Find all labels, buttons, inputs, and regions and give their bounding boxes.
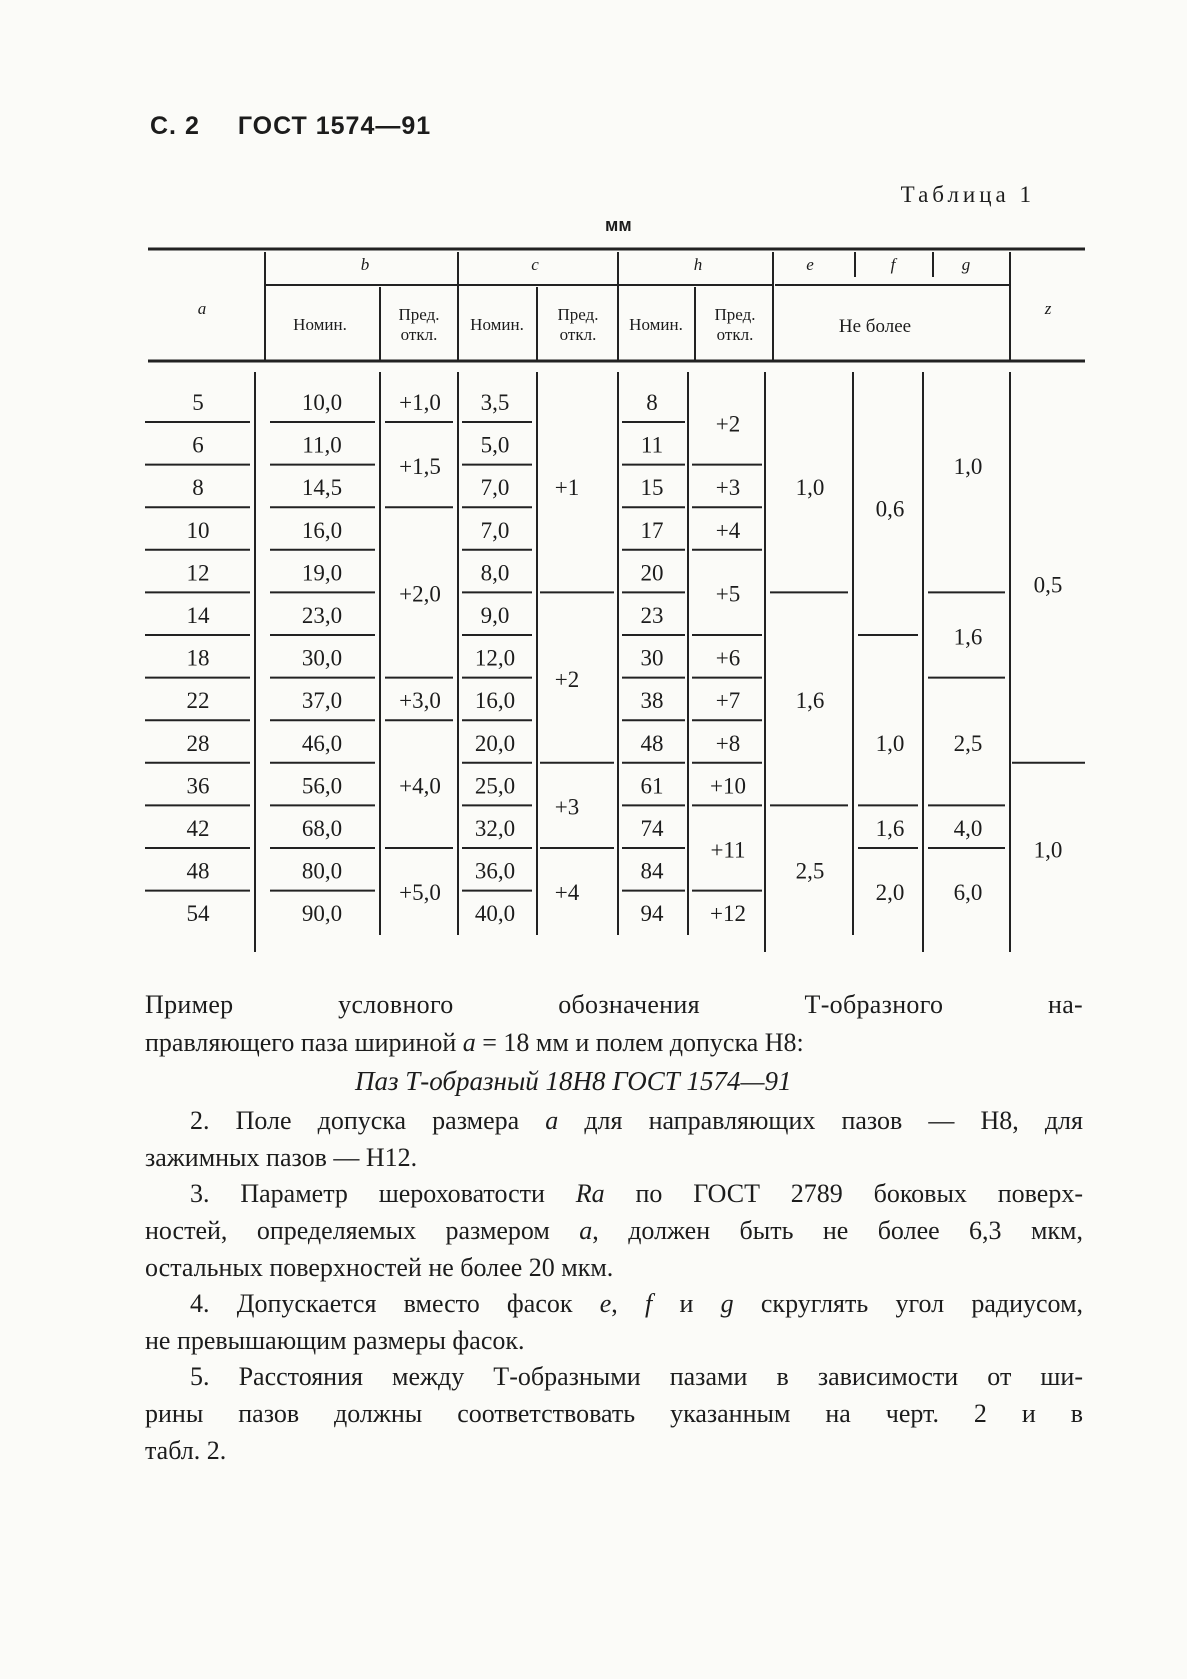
cell-c-dev: +2 — [554, 666, 580, 692]
cell-b-dev: +3,0 — [399, 688, 441, 714]
cell-f: 0,6 — [875, 496, 905, 522]
standard-number: ГОСТ 1574—91 — [237, 112, 432, 140]
cell-a: 8 — [192, 475, 204, 501]
example-designation: Паз Т-образный 18Н8 ГОСТ 1574—91 — [355, 1066, 792, 1096]
cell-c-nom: 25,0 — [474, 773, 516, 799]
cell-e: 1,0 — [795, 475, 825, 501]
header-ne-bolee: Не более — [838, 316, 912, 337]
cell-b-nom: 68,0 — [301, 816, 343, 841]
cell-c-nom: 5,0 — [480, 432, 510, 458]
header-b: b — [360, 255, 370, 274]
cell-h-dev: +7 — [715, 688, 741, 714]
cell-b-nom: 11,0 — [302, 432, 342, 458]
cell-h-nom: 8 — [646, 390, 658, 415]
cell-c-nom: 40,0 — [474, 901, 516, 927]
cell-b-nom: 14,5 — [301, 475, 343, 501]
cell-h-nom: 48 — [640, 730, 664, 756]
header-c-otkl: откл. — [559, 325, 597, 344]
cell-g: 1,0 — [953, 453, 983, 479]
cell-a: 10 — [186, 517, 210, 543]
cell-b-nom: 23,0 — [301, 603, 343, 628]
cell-h-nom: 84 — [640, 858, 664, 884]
cell-b-nom: 30,0 — [301, 645, 343, 671]
cell-b-dev: +1,0 — [399, 390, 441, 415]
cell-b-nom: 19,0 — [301, 560, 343, 586]
cell-h-dev: +5 — [715, 581, 741, 607]
cell-h-dev: +8 — [715, 730, 741, 756]
cell-c-nom: 3,5 — [480, 390, 510, 415]
cell-h-dev: +12 — [710, 901, 746, 927]
cell-g: 4,0 — [953, 816, 983, 841]
cell-h-nom: 61 — [640, 773, 664, 799]
cell-b-dev: +1,5 — [399, 453, 441, 479]
example-line-1: Пример условного обозначения Т-образного на- — [145, 990, 1083, 1019]
cell-a: 14 — [186, 603, 210, 628]
cell-g: 2,5 — [953, 730, 983, 756]
cell-h-dev: +10 — [710, 773, 746, 799]
table-label: Таблица 1 — [900, 182, 1035, 207]
header-e: e — [806, 255, 814, 274]
header-g: g — [961, 255, 971, 274]
cell-e: 2,5 — [795, 858, 825, 884]
cell-z: 1,0 — [1033, 837, 1063, 863]
cell-h-dev: +3 — [715, 475, 741, 501]
cell-c-nom: 8,0 — [480, 560, 510, 586]
header-a: a — [197, 299, 207, 318]
cell-f: 2,0 — [875, 879, 905, 905]
cell-f: 1,6 — [875, 816, 905, 841]
cell-b-nom: 80,0 — [301, 858, 343, 884]
page-number: С. 2 — [150, 112, 200, 140]
cell-h-nom: 94 — [640, 901, 664, 927]
cell-c-nom: 12,0 — [474, 645, 516, 671]
cell-c-nom: 36,0 — [474, 858, 516, 884]
cell-c-nom: 20,0 — [474, 730, 516, 756]
cell-b-nom: 37,0 — [301, 688, 343, 714]
header-c: c — [531, 255, 539, 274]
cell-a: 5 — [192, 390, 204, 415]
cell-h-nom: 38 — [640, 688, 664, 714]
cell-a: 54 — [186, 901, 210, 927]
cell-z: 0,5 — [1033, 572, 1063, 598]
header-h: h — [693, 255, 703, 274]
cell-h-nom: 11 — [640, 432, 664, 458]
cell-h-dev: +4 — [715, 517, 741, 543]
header-h-pred: Пред. — [714, 305, 756, 324]
header-f: f — [890, 255, 896, 274]
cell-f: 1,0 — [875, 730, 905, 756]
cell-c-nom: 32,0 — [474, 816, 516, 841]
cell-a: 28 — [186, 730, 210, 756]
cell-h-nom: 23 — [640, 603, 664, 628]
header-b-nom: Номин. — [293, 315, 347, 334]
cell-b-nom: 56,0 — [301, 773, 343, 799]
header-h-otkl: откл. — [716, 325, 754, 344]
cell-b-nom: 90,0 — [301, 901, 343, 927]
cell-h-dev: +6 — [715, 645, 741, 671]
cell-b-dev: +4,0 — [399, 773, 441, 799]
cell-c-nom: 7,0 — [480, 475, 510, 501]
cell-h-nom: 74 — [640, 816, 664, 841]
header-c-nom: Номин. — [470, 315, 524, 334]
cell-a: 6 — [192, 432, 204, 458]
cell-c-dev: +1 — [554, 475, 580, 501]
cell-b-nom: 46,0 — [301, 730, 343, 756]
paragraph-4: 4. Допускается вместо фасок e, f и g скруглять угол радиусом, не превышающим размеры фасок. — [145, 1289, 1084, 1355]
cell-e: 1,6 — [795, 688, 825, 714]
cell-a: 12 — [186, 560, 210, 586]
cell-h-nom: 15 — [640, 475, 664, 501]
header-z: z — [1044, 299, 1052, 318]
cell-h-nom: 30 — [640, 645, 664, 671]
header-h-nom: Номин. — [629, 315, 683, 334]
cell-b-dev: +2,0 — [399, 581, 441, 607]
cell-c-dev: +4 — [554, 879, 580, 905]
paragraph-3: 3. Параметр шероховатости Ra по ГОСТ 2789 боковых поверх- ностей, определяемых размером a, должен быть не более 6,3 мкм, остальных поверхностей не более 20 мкм. — [145, 1179, 1083, 1282]
cell-g: 1,6 — [953, 624, 983, 650]
cell-h-nom: 20 — [640, 560, 664, 586]
cell-a: 36 — [186, 773, 210, 799]
paragraph-2: 2. Поле допуска размера a для направляющих пазов — Н8, для зажимных пазов — Н12. — [145, 1106, 1083, 1172]
header-c-pred: Пред. — [557, 305, 599, 324]
header-b-otkl: откл. — [400, 325, 438, 344]
cell-b-nom: 16,0 — [301, 517, 343, 543]
cell-a: 22 — [186, 688, 210, 714]
cell-b-nom: 10,0 — [301, 390, 343, 415]
table-units: мм — [605, 215, 632, 235]
paragraph-5: 5. Расстояния между Т-образными пазами в зависимости от ши- рины пазов должны соответствовать указанным на черт. 2 и в табл. 2. — [145, 1362, 1083, 1465]
cell-b-dev: +5,0 — [399, 879, 441, 905]
cell-h-dev: +2 — [715, 411, 741, 437]
cell-c-dev: +3 — [554, 794, 580, 820]
cell-g: 6,0 — [953, 879, 983, 905]
example-line-2: правляющего паза шириной a = 18 мм и полем допуска Н8: — [145, 1028, 804, 1057]
cell-c-nom: 7,0 — [480, 517, 510, 543]
cell-c-nom: 9,0 — [480, 603, 510, 628]
cell-a: 18 — [186, 645, 210, 671]
cell-a: 48 — [186, 858, 210, 884]
cell-c-nom: 16,0 — [474, 688, 516, 714]
cell-a: 42 — [186, 816, 210, 841]
header-b-pred: Пред. — [398, 305, 440, 324]
cell-h-nom: 17 — [640, 517, 664, 543]
cell-h-dev: +11 — [710, 837, 746, 863]
